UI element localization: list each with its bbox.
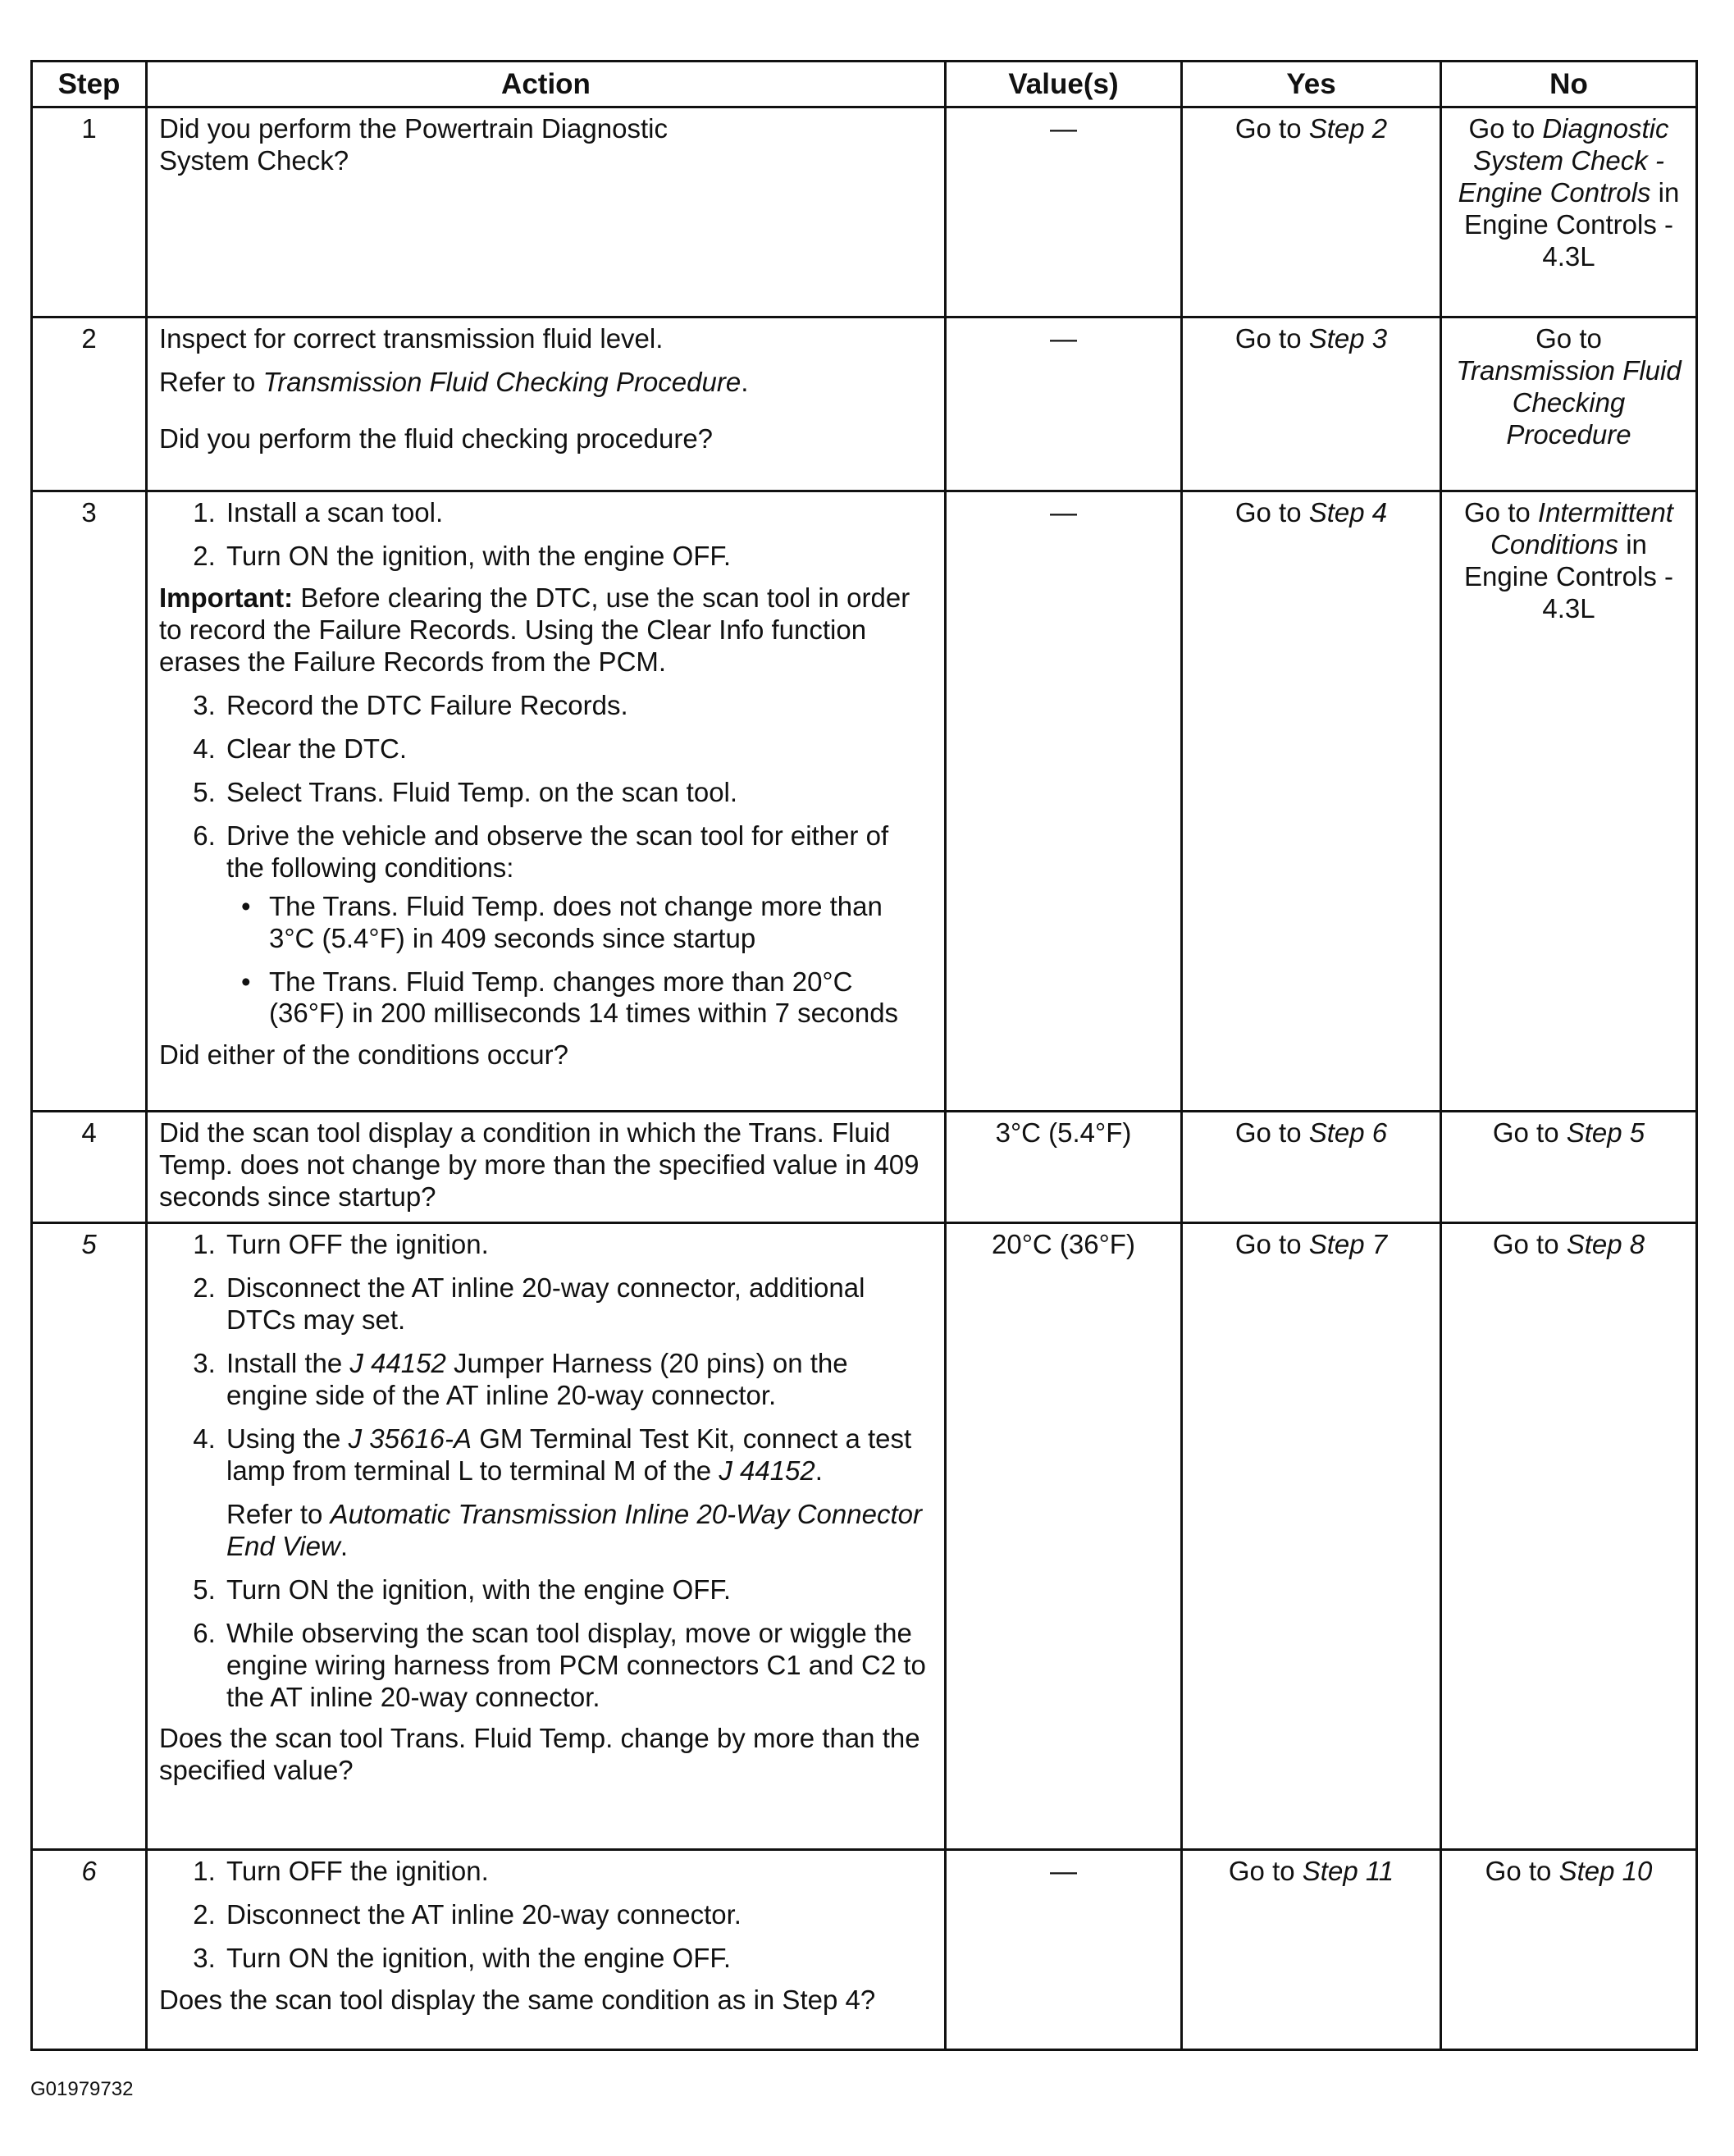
no-suffix: in Engine Controls - 4.3L xyxy=(1464,529,1673,624)
bullet-item: • The Trans. Fluid Temp. changes more than 20°C (36°F) in 200 milliseconds 14 times within 7 seconds xyxy=(266,966,933,1030)
action-question: Did the scan tool display a condition in which the Trans. Fluid Temp. does not change by more than the specified value in 409 seconds since startup? xyxy=(159,1117,919,1213)
table-row-step-3 xyxy=(32,491,1697,1112)
no-cell xyxy=(1441,1850,1697,2050)
yes-link-step[interactable]: Step 7 xyxy=(1308,1229,1388,1260)
tool-name: J 44152 xyxy=(719,1455,815,1486)
list-item: 1. Turn OFF the ignition. xyxy=(223,1856,933,1888)
action-cell xyxy=(147,1112,946,1223)
value-cell: — xyxy=(946,317,1182,491)
list-item: 2. Disconnect the AT inline 20-way connector, additional DTCs may set. xyxy=(223,1272,933,1336)
action-cell xyxy=(147,107,946,317)
table-row-step-4 xyxy=(32,1112,1697,1223)
yes-cell xyxy=(1182,317,1441,491)
step-number: 2 xyxy=(32,317,147,491)
yes-prefix: Go to xyxy=(1234,497,1309,528)
value-cell: — xyxy=(946,107,1182,317)
action-question: Does the scan tool Trans. Fluid Temp. change by more than the specified value? xyxy=(159,1723,920,1786)
list-item-text: Using the xyxy=(226,1423,349,1454)
header-no: No xyxy=(1441,62,1697,107)
header-action: Action xyxy=(147,62,946,107)
no-cell xyxy=(1441,491,1697,1112)
yes-link-step[interactable]: Step 6 xyxy=(1308,1117,1388,1149)
list-item-text: Drive the vehicle and observe the scan tool for either of the following conditions: xyxy=(226,820,889,883)
header-row xyxy=(32,62,1697,107)
action-line: Inspect for correct transmission fluid level. xyxy=(159,323,664,354)
action-question: System Check? xyxy=(159,145,349,176)
yes-cell xyxy=(1182,107,1441,317)
yes-cell xyxy=(1182,491,1441,1112)
header-values: Value(s) xyxy=(946,62,1182,107)
step-number: 6 xyxy=(32,1850,147,2050)
no-cell xyxy=(1441,1223,1697,1850)
tool-name: J 44152 xyxy=(349,1348,446,1379)
figure-code: G01979732 xyxy=(30,2078,134,2100)
list-item-text: Jumper Harness (20 pins) on the engine side of the AT inline 20-way connector. xyxy=(226,1348,848,1411)
bullet-item: • The Trans. Fluid Temp. does not change more than 3°C (5.4°F) in 409 seconds since startup xyxy=(266,891,933,955)
list-item xyxy=(223,1348,933,1412)
header-step: Step xyxy=(32,62,147,107)
procedure-list xyxy=(159,690,933,1030)
refer-prefix: Refer to xyxy=(159,367,263,398)
action-question: Does the scan tool display the same condition as in Step 4? xyxy=(159,1985,876,2016)
yes-cell xyxy=(1182,1223,1441,1850)
action-cell xyxy=(147,317,946,491)
no-link-intermittent-conditions[interactable]: Intermittent Conditions xyxy=(1490,497,1673,560)
action-cell xyxy=(147,1223,946,1850)
tool-name: J 35616-A xyxy=(348,1423,472,1454)
action-question: Did either of the conditions occur? xyxy=(159,1039,568,1071)
step-number: 5 xyxy=(32,1223,147,1850)
no-link-step[interactable]: Step 5 xyxy=(1566,1117,1645,1149)
step-number: 3 xyxy=(32,491,147,1112)
list-item: 2. Turn ON the ignition, with the engine OFF. xyxy=(223,541,933,573)
yes-cell xyxy=(1182,1850,1441,2050)
yes-link-step[interactable]: Step 3 xyxy=(1308,323,1388,354)
value-cell: 3°C (5.4°F) xyxy=(946,1112,1182,1223)
no-link-step[interactable]: Step 8 xyxy=(1566,1229,1645,1260)
table-row-step-5 xyxy=(32,1223,1697,1850)
action-cell xyxy=(147,1850,946,2050)
list-item: 5. Select Trans. Fluid Temp. on the scan tool. xyxy=(223,777,933,809)
action-cell xyxy=(147,491,946,1112)
list-item: 3. Turn ON the ignition, with the engine OFF. xyxy=(223,1943,933,1975)
no-prefix: Go to xyxy=(1536,323,1602,354)
yes-cell xyxy=(1182,1112,1441,1223)
refer-suffix: . xyxy=(741,367,749,398)
list-item: 6. While observing the scan tool display, move or wiggle the engine wiring harness from PCM connectors C1 and C2 to the AT inline 20-way connector. xyxy=(223,1618,933,1714)
no-link-fluid-checking-procedure[interactable]: Transmission Fluid Checking Procedure xyxy=(1456,355,1682,450)
refer-link[interactable]: Automatic Transmission Inline 20-Way Connector End View xyxy=(226,1498,922,1561)
no-cell xyxy=(1441,317,1697,491)
yes-prefix: Go to xyxy=(1234,1117,1309,1149)
procedure-list xyxy=(159,1229,933,1713)
list-item: 3. Record the DTC Failure Records. xyxy=(223,690,933,722)
list-item-text: Install the xyxy=(226,1348,350,1379)
header-yes: Yes xyxy=(1182,62,1441,107)
important-label: Important: xyxy=(159,582,294,614)
action-question: Did you perform the fluid checking procedure? xyxy=(159,423,714,454)
yes-prefix: Go to xyxy=(1234,323,1309,354)
list-item: 5. Turn ON the ignition, with the engine OFF. xyxy=(223,1574,933,1606)
action-question: Did you perform the Powertrain Diagnostic xyxy=(159,113,668,144)
yes-prefix: Go to xyxy=(1234,1229,1309,1260)
yes-prefix: Go to xyxy=(1234,113,1309,144)
refer-line xyxy=(226,1499,933,1563)
refer-line xyxy=(159,367,933,399)
step-number: 4 xyxy=(32,1112,147,1223)
table-row-step-1 xyxy=(32,107,1697,317)
diagnostic-table xyxy=(30,60,1698,2051)
no-link-diagnostic-system-check[interactable]: Diagnostic System Check - Engine Controls xyxy=(1458,113,1669,208)
value-cell: — xyxy=(946,1850,1182,2050)
no-prefix: Go to xyxy=(1464,497,1538,528)
condition-list xyxy=(226,891,933,1030)
table-row-step-2 xyxy=(32,317,1697,491)
list-item-text: GM Terminal Test Kit, connect a test lamp from terminal L to terminal M of the xyxy=(226,1423,912,1486)
no-prefix: Go to xyxy=(1492,1117,1567,1149)
important-text: Before clearing the DTC, use the scan tool in order to record the Failure Records. Using the Clear Info function erases the Failure Records from the PCM. xyxy=(159,582,910,678)
list-item xyxy=(223,820,933,1030)
yes-prefix: Go to xyxy=(1228,1856,1303,1887)
list-item xyxy=(223,1423,933,1563)
important-note xyxy=(159,582,933,678)
no-cell xyxy=(1441,1112,1697,1223)
procedure-list xyxy=(159,1856,933,1975)
no-link-step[interactable]: Step 10 xyxy=(1558,1856,1653,1887)
yes-link-step[interactable]: Step 4 xyxy=(1308,497,1388,528)
refer-prefix: Refer to xyxy=(226,1498,331,1529)
list-item: 2. Disconnect the AT inline 20-way connector. xyxy=(223,1899,933,1931)
procedure-list xyxy=(159,497,933,573)
table-row-step-6 xyxy=(32,1850,1697,2050)
list-item: 1. Install a scan tool. xyxy=(223,497,933,529)
list-item: 4. Clear the DTC. xyxy=(223,733,933,765)
list-item-text: . xyxy=(815,1455,823,1486)
yes-link-step[interactable]: Step 2 xyxy=(1308,113,1388,144)
step-number: 1 xyxy=(32,107,147,317)
no-prefix: Go to xyxy=(1485,1856,1559,1887)
no-prefix: Go to xyxy=(1492,1229,1567,1260)
refer-suffix: . xyxy=(340,1530,348,1561)
no-prefix: Go to xyxy=(1468,113,1543,144)
refer-link[interactable]: Transmission Fluid Checking Procedure xyxy=(262,367,742,398)
value-cell: — xyxy=(946,491,1182,1112)
list-item: 1. Turn OFF the ignition. xyxy=(223,1229,933,1261)
no-suffix: in Engine Controls - 4.3L xyxy=(1464,177,1680,272)
value-cell: 20°C (36°F) xyxy=(946,1223,1182,1850)
no-cell xyxy=(1441,107,1697,317)
yes-link-step[interactable]: Step 11 xyxy=(1302,1856,1394,1887)
